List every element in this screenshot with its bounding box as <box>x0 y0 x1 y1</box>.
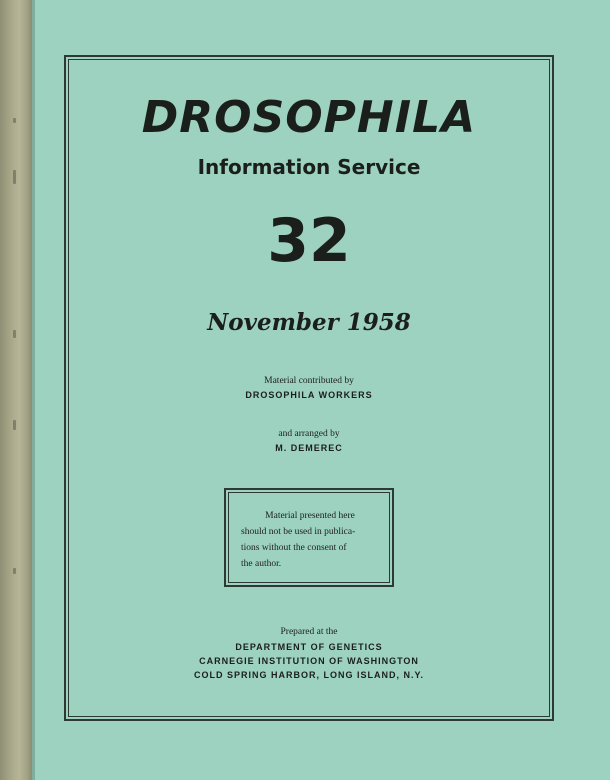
usage-notice <box>241 508 379 572</box>
arranged-label: and arranged by <box>278 429 340 439</box>
spine-mark <box>13 330 16 338</box>
department-name: DEPARTMENT OF GENETICS <box>235 642 383 652</box>
institution-name: CARNEGIE INSTITUTION OF WASHINGTON <box>199 656 419 666</box>
editor-name: M. DEMEREC <box>275 443 343 453</box>
spine-mark <box>13 568 16 574</box>
notice-line: the author. <box>241 559 282 569</box>
contributors: DROSOPHILA WORKERS <box>245 390 373 400</box>
spine-mark <box>13 420 16 430</box>
publication-subtitle: Information Service <box>197 155 421 179</box>
issue-number: 32 <box>267 206 351 276</box>
notice-line: tions without the consent of <box>241 543 347 553</box>
spine-mark <box>13 170 16 184</box>
institution-location: COLD SPRING HARBOR, LONG ISLAND, N.Y. <box>193 670 424 680</box>
binding-spine <box>0 0 32 780</box>
publication-title: DROSOPHILA <box>141 92 477 143</box>
issue-date: November 1958 <box>207 309 411 336</box>
notice-line: Material presented here <box>265 511 355 521</box>
notice-line: should not be used in publica- <box>241 527 356 537</box>
contributed-label: Material contributed by <box>264 376 354 386</box>
spine-mark <box>13 118 16 123</box>
prepared-label: Prepared at the <box>280 627 338 637</box>
